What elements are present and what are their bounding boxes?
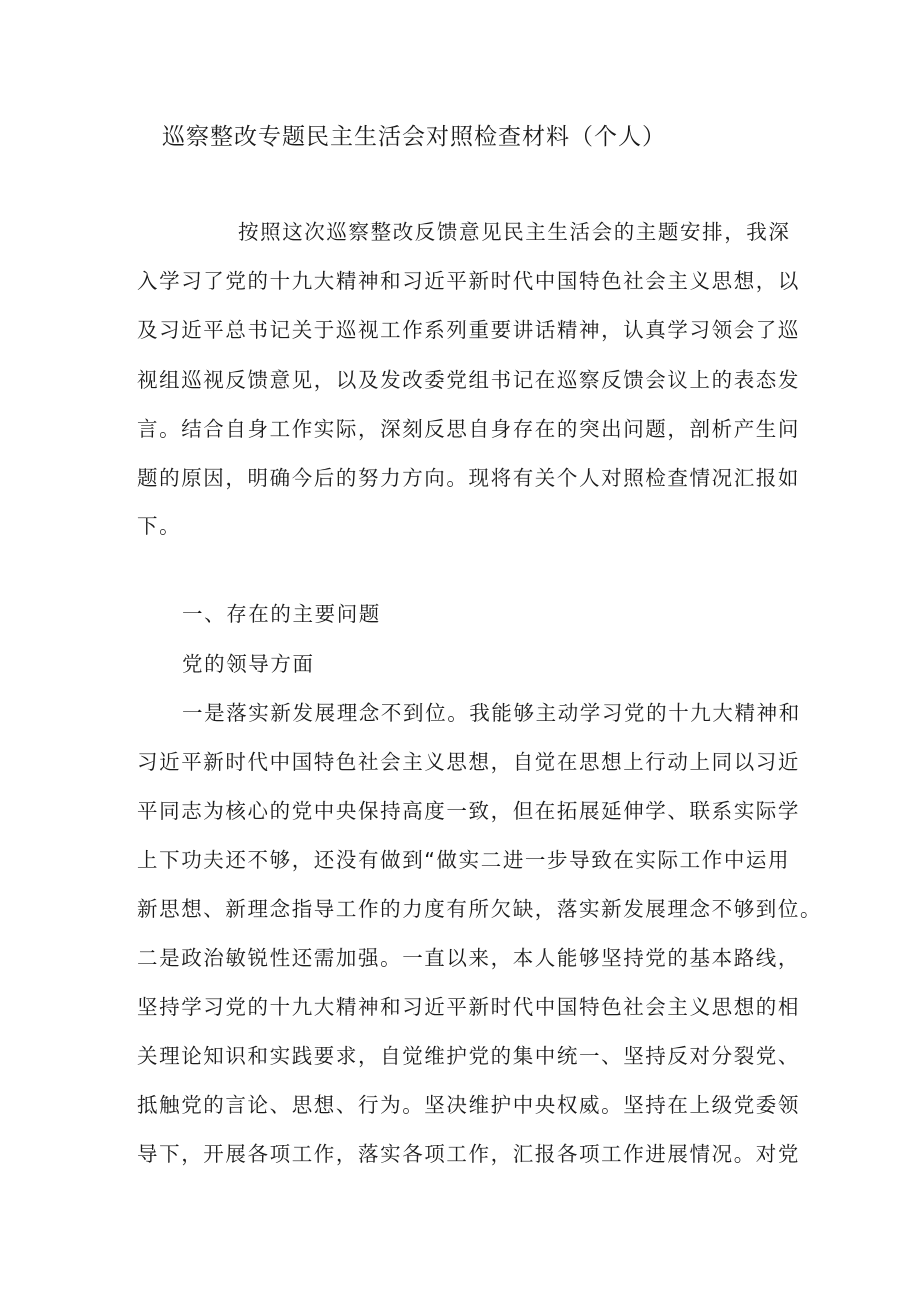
paragraph-line: 及习近平总书记关于巡视工作系列重要讲话精神，认真学习领会了巡 [137, 318, 800, 342]
paragraph-line: 二是政治敏锐性还需加强。一直以来，本人能够坚持党的基本路线， [137, 946, 800, 970]
paragraph-line: 关理论知识和实践要求，自觉维护党的集中统一、坚持反对分裂党、 [137, 1044, 800, 1068]
paragraph-line: 按照这次巡察整改反馈意见民主生活会的主题安排，我深 [238, 220, 791, 244]
paragraph-line: 导下，开展各项工作，落实各项工作，汇报各项工作进展情况。对党 [137, 1142, 800, 1166]
subsection-heading: 党的领导方面 [182, 652, 315, 676]
paragraph-line: 题的原因，明确今后的努力方向。现将有关个人对照检查情况汇报如 [137, 466, 800, 490]
paragraph-line: 习近平新时代中国特色社会主义思想，自觉在思想上行动上同以习近 [137, 750, 800, 774]
paragraph-line: 一是落实新发展理念不到位。我能够主动学习党的十九大精神和 [182, 701, 801, 725]
paragraph-line: 言。结合自身工作实际，深刻反思自身存在的突出问题，剖析产生问 [137, 417, 800, 441]
paragraph-line: 入学习了党的十九大精神和习近平新时代中国特色社会主义思想，以 [137, 269, 800, 293]
paragraph-line: 坚持学习党的十九大精神和习近平新时代中国特色社会主义思想的相 [137, 995, 800, 1019]
paragraph-line: 上下功夫还不够，还没有做到“做实二进一步导致在实际工作中运用 [137, 848, 791, 872]
section-heading: 一、存在的主要问题 [182, 602, 381, 626]
paragraph-line: 平同志为核心的党中央保持高度一致，但在拓展延伸学、联系实际学 [137, 799, 800, 823]
document-title: 巡察整改专题民主生活会对照检查材料（个人） [162, 124, 666, 150]
paragraph-line: 下。 [137, 514, 182, 538]
paragraph-line: 视组巡视反馈意见，以及发改委党组书记在巡察反馈会议上的表态发 [137, 368, 800, 392]
paragraph-line: 抵触党的言论、思想、行为。坚决维护中央权威。坚持在上级党委领 [137, 1093, 800, 1117]
paragraph-line: 新思想、新理念指导工作的力度有所欠缺，落实新发展理念不够到位。 [137, 897, 823, 921]
